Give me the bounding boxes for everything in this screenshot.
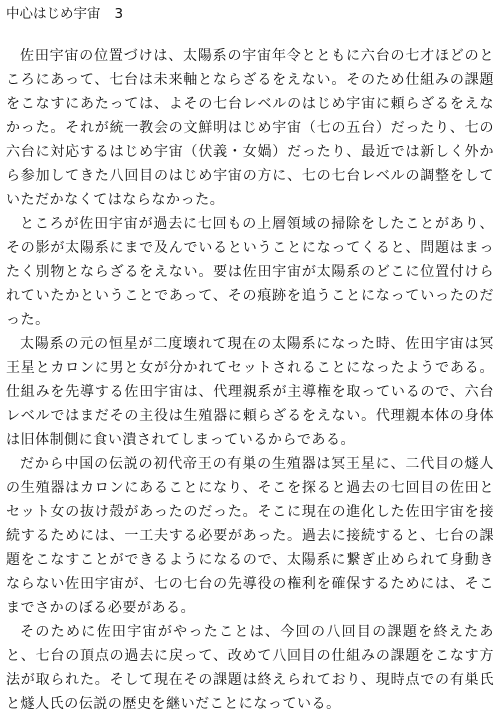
document-body	[6, 44, 494, 716]
paragraph-3: 太陽系の元の恒星が二度壊れて現在の太陽系になった時、佐田宇宙は冥王星とカロンに男と女が分かれてセットされることになったようである。仕組みを先導する佐田宇宙は、代理親系が主導権を取っているので、六台レベルではまだその主役は生殖器に頼らざるをえない。代理親本体の身体は旧体制側に食い潰されてしまっているからである。	[6, 336, 494, 448]
paragraph-2: ところが佐田宇宙が過去に七回もの上層領域の掃除をしたことがあり、その影が太陽系にまで及んでいるということになってくると、問題はまったく別物とならざるをえない。要は佐田宇宙が太陽系のどこに位置付けられていたかということであって、その痕跡を追うことになっていったのだった。	[6, 216, 494, 328]
page-number: 3	[114, 6, 124, 22]
page-header	[6, 4, 494, 24]
paragraph-4: だから中国の伝説の初代帝王の有巣の生殖器は冥王星に、二代目の燧人の生殖器はカロンにあることになり、そこを探ると過去の七回目の佐田とセット女の抜け殻があったのだった。そこに現在の進化した佐田宇宙を接続するためには、一工夫する必要があった。過去に接続すると、七台の課題をこなすことができるようになるので、太陽系に繋ぎ止められて身動きならない佐田宇宙が、七の七台の先導役の権利を確保するためには、そこまでさかのぼる必要がある。	[6, 456, 494, 616]
paragraph-5: そのために佐田宇宙がやったことは、今回の八回目の課題を終えたあと、七台の頂点の過去に戻って、改めて八回目の仕組みの課題をこなす方法が取られた。そして現在その課題は終えられており、現時点での有巣氏と燧人氏の伝説の歴史を継いだことになっている。	[6, 624, 494, 712]
paragraph-1: 佐田宇宙の位置づけは、太陽系の宇宙年令とともに六台の七才ほどのところにあって、七台は未来軸とならざるをえない。そのため仕組みの課題をこなすにあたっては、よその七台レベルのはじめ宇宙に頼らざるをえなかった。それが統一教会の文鮮明はじめ宇宙（七の五台）だったり、七の六台に対応するはじめ宇宙（伏義・女媧）だったり、最近では新しく外から参加してきた八回目のはじめ宇宙の方に、七の七台レベルの調整をしていただかなくてはならなかった。	[6, 48, 494, 208]
document-title: 中心はじめ宇宙	[6, 6, 101, 22]
